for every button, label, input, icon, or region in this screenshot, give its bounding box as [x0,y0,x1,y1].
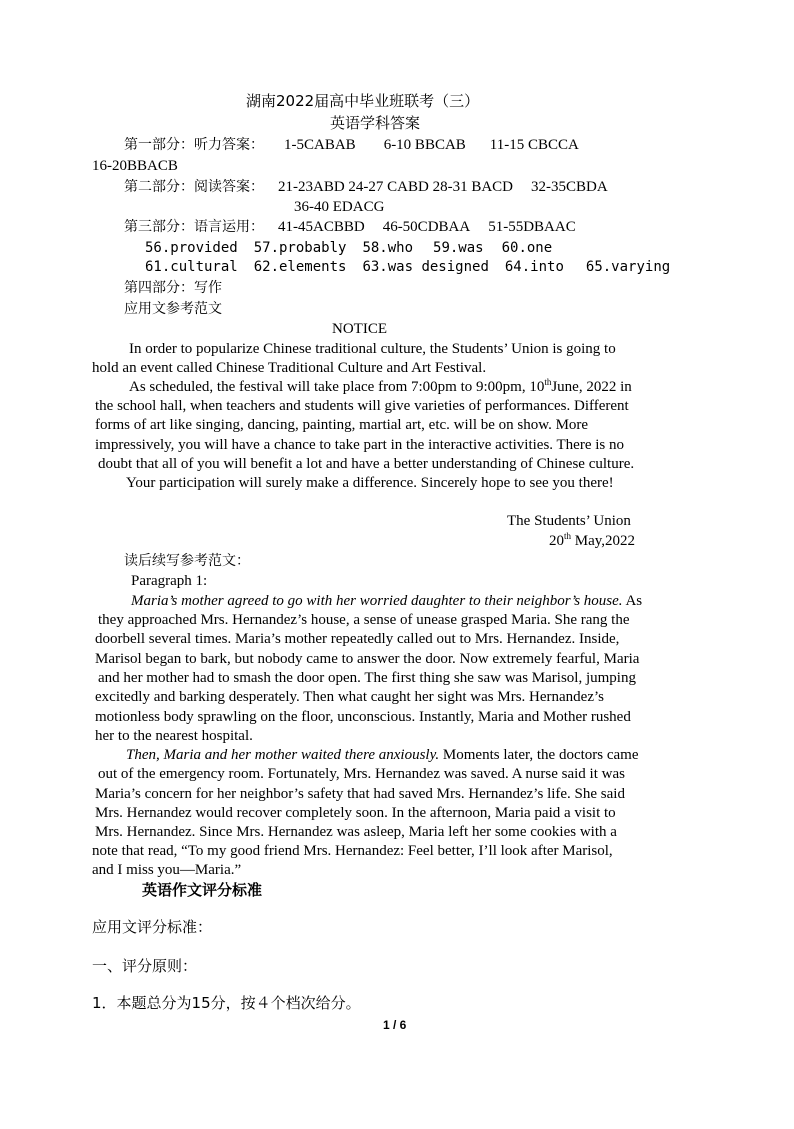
notice-title: NOTICE [332,321,387,337]
listening-group: 6-10 BBCAB [383,137,466,153]
story-line: and her mother had to smash the door open. The first thing she saw was Marisol, jumping [98,670,636,686]
fill-answer: 65.varying [585,259,671,275]
fill-answer: 56.provided [145,240,238,256]
story-line [126,746,639,765]
language-row [124,218,576,237]
fill-answer: 61.cultural [145,259,238,275]
story-line: Marisol began to bark, but nobody came to answer the door. Now extremely fearful, Maria [95,651,640,667]
story-line: Mrs. Hernandez would recover completely soon. In the afternoon, Maria paid a visit to [95,805,616,821]
reading-row [124,178,608,197]
listening-row [124,136,579,155]
story-italic-opening: Maria’s mother agreed to go with her worried daughter to their neighbor’s house. [131,593,623,609]
fill-answer: 57.probably [253,240,347,256]
page-number: 1 / 6 [383,1018,407,1032]
story-line: they approached Mrs. Hernandez’s house, a sense of unease grasped Maria. She rang the [98,612,630,628]
date-day: 20 [549,533,564,549]
date-rest: May,2022 [571,533,636,549]
principle-label: 一、评分原则： [92,957,198,975]
notice-line: the school hall, when teachers and students will give varieties of performances. Different [95,398,629,414]
story-line: motionless body sprawling on the floor, unconscious. Instantly, Maria and Mother rushed [95,709,631,725]
reading-group: 32-35CBDA [531,179,608,195]
listening-group: 1-5CABAB [284,137,356,153]
story-text: Moments later, the doctors came [439,747,639,763]
story-line: out of the emergency room. Fortunately, Mrs. Hernandez was saved. A nurse said it was [98,766,625,782]
fill-answer: 59.was [433,240,484,256]
notice-signature: The Students’ Union [507,513,631,529]
reading-label: 第二部分：阅读答案： [124,179,264,195]
fill-answer: 58.who [362,240,414,256]
story-line: Mrs. Hernandez. Since Mrs. Hernandez was asleep, Maria left her some cookies with a [95,824,617,840]
story-line: excitedly and barking desperately. Then what caught her sight was Mrs. Hernandez’s [95,689,605,705]
listening-group: 16-20BBACB [92,158,178,174]
notice-line: hold an event called Chinese Traditional Culture and Art Festival. [92,360,487,376]
fill-answer: 63.was designed [362,259,489,275]
notice-line: impressively, you will have a chance to take part in the interactive activities. There is no [95,437,624,453]
notice-line: forms of art like singing, dancing, painting, martial art, etc. will be on show. More [95,417,589,433]
date-superscript: th [564,531,572,541]
reading-group: 36-40 EDACG [294,199,385,215]
story-italic-opening: Then, Maria and her mother waited there anxiously. [126,747,440,763]
exam-subtitle: 英语学科答案 [330,114,421,132]
paragraph-label: Paragraph 1: [131,573,208,589]
scoring-title: 英语作文评分标准 [142,881,263,899]
story-line: Maria’s concern for her neighbor’s safety that had saved Mrs. Hernandez’s life. She said [95,786,625,802]
writing-label: 第四部分：写作 [124,280,222,296]
continuation-heading: 读后续写参考范文： [124,553,250,569]
date-superscript: th [544,377,552,387]
reading-group: 21-23ABD 24-27 CABD 28-31 BACD [278,179,514,195]
practical-scoring-label: 应用文评分标准： [92,918,213,936]
notice-date [549,532,635,551]
story-line: her to the nearest hospital. [95,728,253,744]
notice-line-date [129,378,632,397]
notice-line: In order to popularize Chinese traditional culture, the Students’ Union is going to [129,341,616,357]
listening-group: 11-15 CBCCA [489,137,579,153]
language-label: 第三部分：语言运用： [124,219,264,235]
scoring-rule: 1．本题总分为15分，按４个档次给分。 [92,994,361,1012]
fill-answer: 64.into [504,259,564,275]
language-group: 46-50CDBAA [382,219,471,235]
fill-row-1 [145,239,552,258]
story-line [131,592,642,611]
story-line: note that read, “To my good friend Mrs. Hernandez: Feel better, I’ll look after Marisol, [92,843,613,859]
fill-answer: 60.one [501,240,553,256]
exam-title: 湖南2022届高中毕业班联考（三） [246,92,480,110]
story-text: As [622,593,643,609]
fill-row-2 [145,258,670,277]
fill-answer: 62.elements [253,259,347,275]
language-group: 51-55DBAAC [488,219,576,235]
listening-label: 第一部分：听力答案： [124,137,264,153]
notice-line: doubt that all of you will benefit a lot and have a better understanding of Chinese culture. [98,456,635,472]
notice-line: Your participation will surely make a difference. Sincerely hope to see you there! [126,475,614,491]
language-group: 41-45ACBBD [278,219,365,235]
practical-heading: 应用文参考范文 [124,301,222,317]
story-line: doorbell several times. Maria’s mother repeatedly called out to Mrs. Hernandez. Inside, [95,631,620,647]
notice-text: June, 2022 in [551,379,632,395]
notice-text: As scheduled, the festival will take place from 7:00pm to 9:00pm, 10 [129,379,545,395]
story-line: and I miss you—Maria.” [92,862,242,878]
